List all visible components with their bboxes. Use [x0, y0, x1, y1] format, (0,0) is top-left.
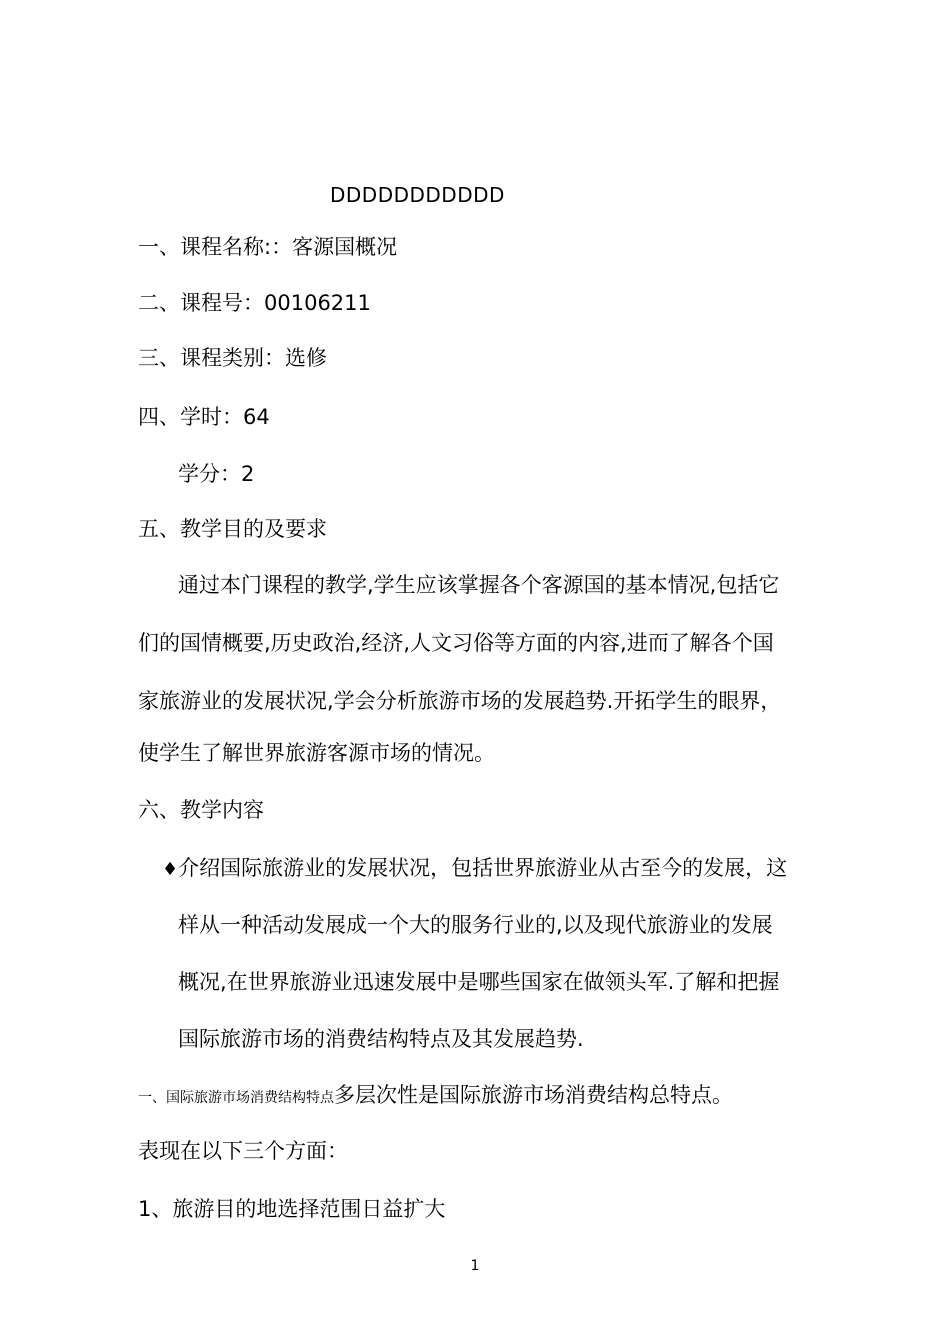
credits-line: 学分：2: [178, 462, 255, 486]
section5-paragraph-line-2: 们的国情概要,历史政治,经济,人文习俗等方面的内容,进而了解各个国: [138, 631, 774, 655]
point-1-line: 1、旅游目的地选择范围日益扩大: [138, 1197, 446, 1221]
bullet-item-line-2: 样从一种活动发展成一个大的服务行业的,以及现代旅游业的发展: [178, 913, 773, 937]
diamond-bullet-icon: ♦: [162, 859, 179, 880]
hours-line: 四、学时：64: [138, 405, 270, 429]
section5-heading: 五、教学目的及要求: [138, 517, 327, 541]
section5-paragraph-line-4: 使学生了解世界旅游客源市场的情况。: [138, 741, 495, 765]
course-number-line: 二、课程号：00106211: [138, 291, 371, 315]
subsection-text: 多层次性是国际旅游市场消费结构总特点。: [334, 1083, 733, 1107]
section5-paragraph-line-3: 家旅游业的发展状况,学会分析旅游市场的发展趋势.开拓学生的眼界，: [138, 689, 782, 713]
section6-heading: 六、教学内容: [138, 798, 264, 822]
bullet-item-line-4: 国际旅游市场的消费结构特点及其发展趋势.: [178, 1027, 584, 1051]
subsection-small-heading: 一、国际旅游市场消费结构特点: [138, 1090, 334, 1106]
course-category-line: 三、课程类别：选修: [138, 346, 327, 370]
bullet-item-line-1: [162, 853, 787, 885]
course-name-line: 一、课程名称:：客源国概况: [138, 235, 398, 259]
subsection-line-2: 表现在以下三个方面：: [138, 1139, 348, 1163]
section5-paragraph-line-1: 通过本门课程的教学,学生应该掌握各个客源国的基本情况,包括它: [178, 573, 780, 597]
page-number: 1: [470, 1258, 480, 1274]
bullet-text: 介绍国际旅游业的发展状况，包括世界旅游业从古至今的发展，这: [178, 856, 788, 880]
bullet-item-line-3: 概况,在世界旅游业迅速发展中是哪些国家在做领头军.了解和把握: [178, 970, 780, 994]
document-title: DDDDDDDDDDD: [330, 183, 505, 207]
subsection-line: [138, 1080, 733, 1113]
